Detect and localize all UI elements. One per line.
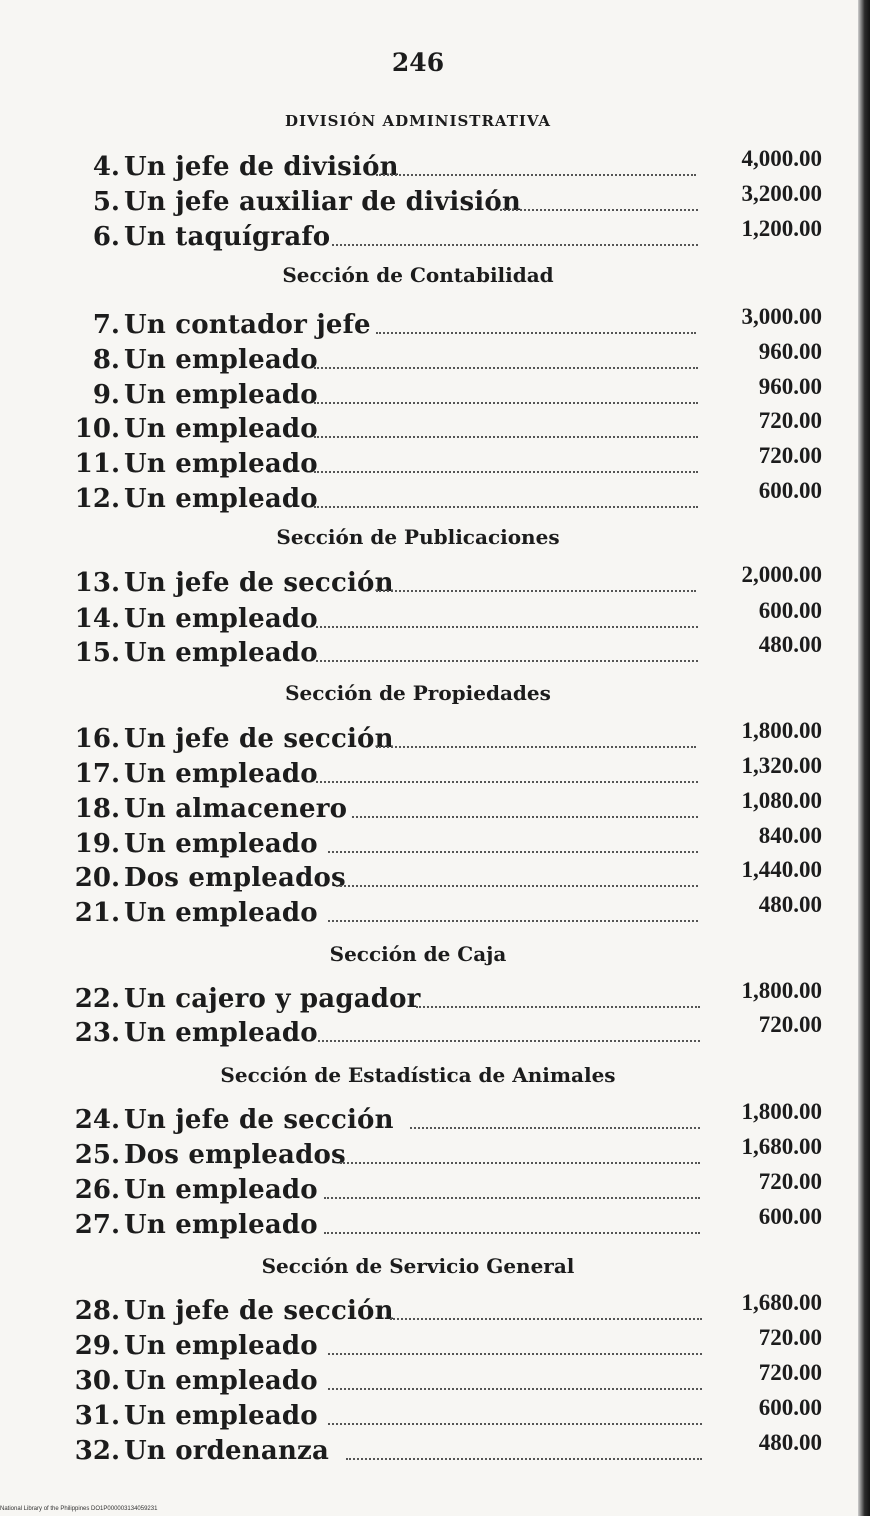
item-label: Un jefe de sección (124, 568, 394, 598)
item-label: Un empleado (124, 898, 318, 928)
item-amount: 720.00 (758, 1325, 822, 1350)
item-amount: 600.00 (758, 598, 822, 623)
leader-dots (500, 207, 698, 211)
item-amount: 1,200.00 (741, 216, 822, 241)
item-number: 18. (74, 794, 120, 824)
item-number: 32. (74, 1436, 120, 1466)
item-label: Un empleado (124, 484, 318, 514)
item-amount: 480.00 (758, 632, 822, 657)
leader-dots (376, 744, 696, 748)
item-amount: 4,000.00 (741, 146, 822, 171)
item-amount: 600.00 (758, 1204, 822, 1229)
item-label: Un jefe auxiliar de división (124, 187, 522, 217)
leader-dots (314, 434, 698, 438)
item-amount: 960.00 (758, 339, 822, 364)
leader-dots (376, 588, 696, 592)
item-amount: 600.00 (758, 478, 822, 503)
item-number: 9. (92, 380, 120, 410)
leader-dots (316, 658, 698, 662)
page-number: 246 (391, 48, 445, 77)
item-amount: 1,680.00 (741, 1290, 822, 1315)
item-label: Un empleado (124, 1401, 318, 1431)
item-amount: 720.00 (758, 1169, 822, 1194)
item-number: 21. (74, 898, 120, 928)
item-label: Dos empleados (124, 863, 346, 893)
list-item (60, 892, 830, 932)
item-number: 6. (92, 222, 120, 252)
leader-dots (316, 624, 698, 628)
item-number: 13. (74, 568, 120, 598)
item-amount: 600.00 (758, 1395, 822, 1420)
item-amount: 720.00 (758, 1360, 822, 1385)
section-heading: Sección de Servicio General (261, 1254, 575, 1278)
item-number: 4. (92, 152, 120, 182)
item-number: 15. (74, 638, 120, 668)
item-number: 22. (74, 984, 120, 1014)
item-amount: 1,320.00 (741, 753, 822, 778)
item-amount: 1,800.00 (741, 718, 822, 743)
item-label: Un jefe de división (124, 152, 399, 182)
leader-dots (376, 172, 696, 176)
item-number: 26. (74, 1175, 120, 1205)
item-number: 7. (92, 310, 120, 340)
item-label: Un ordenanza (124, 1436, 330, 1466)
item-number: 24. (74, 1105, 120, 1135)
item-amount: 1,680.00 (741, 1134, 822, 1159)
section-heading: Sección de Estadística de Animales (220, 1063, 616, 1087)
division-heading: DIVISIÓN ADMINISTRATIVA (284, 112, 552, 130)
item-label: Un cajero y pagador (124, 984, 421, 1014)
item-label: Un empleado (124, 829, 318, 859)
item-number: 19. (74, 829, 120, 859)
item-amount: 480.00 (758, 1430, 822, 1455)
item-amount: 1,440.00 (741, 857, 822, 882)
item-label: Un empleado (124, 345, 318, 375)
footer-credit: National Library of the Philippines DO1P000003134059231 (0, 1506, 158, 1512)
item-number: 16. (74, 724, 120, 754)
item-number: 28. (74, 1296, 120, 1326)
leader-dots (340, 1160, 700, 1164)
item-number: 17. (74, 759, 120, 789)
item-label: Un empleado (124, 759, 318, 789)
item-label: Un empleado (124, 380, 318, 410)
item-number: 20. (74, 863, 120, 893)
list-item (60, 562, 830, 602)
item-number: 27. (74, 1210, 120, 1240)
item-amount: 3,000.00 (741, 304, 822, 329)
item-number: 10. (74, 414, 120, 444)
section-heading: Sección de Contabilidad (282, 263, 554, 287)
item-label: Un empleado (124, 1175, 318, 1205)
item-number: 12. (74, 484, 120, 514)
list-item (60, 478, 830, 518)
item-label: Un almacenero (124, 794, 348, 824)
list-item (60, 216, 830, 256)
item-amount: 720.00 (758, 408, 822, 433)
item-amount: 720.00 (758, 1012, 822, 1037)
section-heading: Sección de Caja (329, 942, 507, 966)
item-amount: 840.00 (758, 823, 822, 848)
item-label: Un contador jefe (124, 310, 371, 340)
item-amount: 1,800.00 (741, 1099, 822, 1124)
leader-dots (332, 242, 698, 246)
item-amount: 480.00 (758, 892, 822, 917)
leader-dots (316, 779, 698, 783)
list-item (60, 1430, 830, 1470)
item-label: Un empleado (124, 1366, 318, 1396)
list-item (60, 632, 830, 672)
item-amount: 720.00 (758, 443, 822, 468)
item-number: 8. (92, 345, 120, 375)
item-label: Un empleado (124, 1018, 318, 1048)
item-amount: 960.00 (758, 374, 822, 399)
leader-dots (328, 918, 698, 922)
leader-dots (324, 1195, 700, 1199)
leader-dots (318, 1038, 700, 1042)
item-number: 23. (74, 1018, 120, 1048)
leader-dots (328, 1386, 702, 1390)
section-heading: Sección de Propiedades (285, 681, 551, 705)
leader-dots (352, 814, 698, 818)
leader-dots (390, 1316, 702, 1320)
item-label: Un empleado (124, 414, 318, 444)
list-item (60, 1012, 830, 1052)
leader-dots (314, 400, 698, 404)
item-number: 30. (74, 1366, 120, 1396)
leader-dots (328, 1421, 702, 1425)
leader-dots (314, 469, 698, 473)
list-item (60, 1204, 830, 1244)
item-label: Un empleado (124, 449, 318, 479)
item-number: 14. (74, 604, 120, 634)
item-number: 29. (74, 1331, 120, 1361)
item-label: Un jefe de sección (124, 1296, 394, 1326)
item-label: Un taquígrafo (124, 222, 331, 252)
item-amount: 1,800.00 (741, 978, 822, 1003)
item-number: 11. (74, 449, 120, 479)
item-number: 25. (74, 1140, 120, 1170)
leader-dots (336, 883, 698, 887)
item-label: Un empleado (124, 638, 318, 668)
item-label: Un jefe de sección (124, 724, 394, 754)
leader-dots (314, 365, 698, 369)
leader-dots (328, 849, 698, 853)
item-amount: 1,080.00 (741, 788, 822, 813)
leader-dots (324, 1230, 700, 1234)
item-label: Dos empleados (124, 1140, 346, 1170)
item-label: Un jefe de sección (124, 1105, 394, 1135)
item-number: 31. (74, 1401, 120, 1431)
item-amount: 3,200.00 (741, 181, 822, 206)
item-label: Un empleado (124, 604, 318, 634)
item-amount: 2,000.00 (741, 562, 822, 587)
leader-dots (346, 1456, 702, 1460)
page-edge (858, 0, 870, 1516)
item-label: Un empleado (124, 1331, 318, 1361)
leader-dots (328, 1351, 702, 1355)
section-heading: Sección de Publicaciones (276, 525, 560, 549)
item-label: Un empleado (124, 1210, 318, 1240)
leader-dots (410, 1125, 700, 1129)
leader-dots (416, 1004, 700, 1008)
leader-dots (376, 330, 696, 334)
item-number: 5. (92, 187, 120, 217)
leader-dots (314, 504, 698, 508)
